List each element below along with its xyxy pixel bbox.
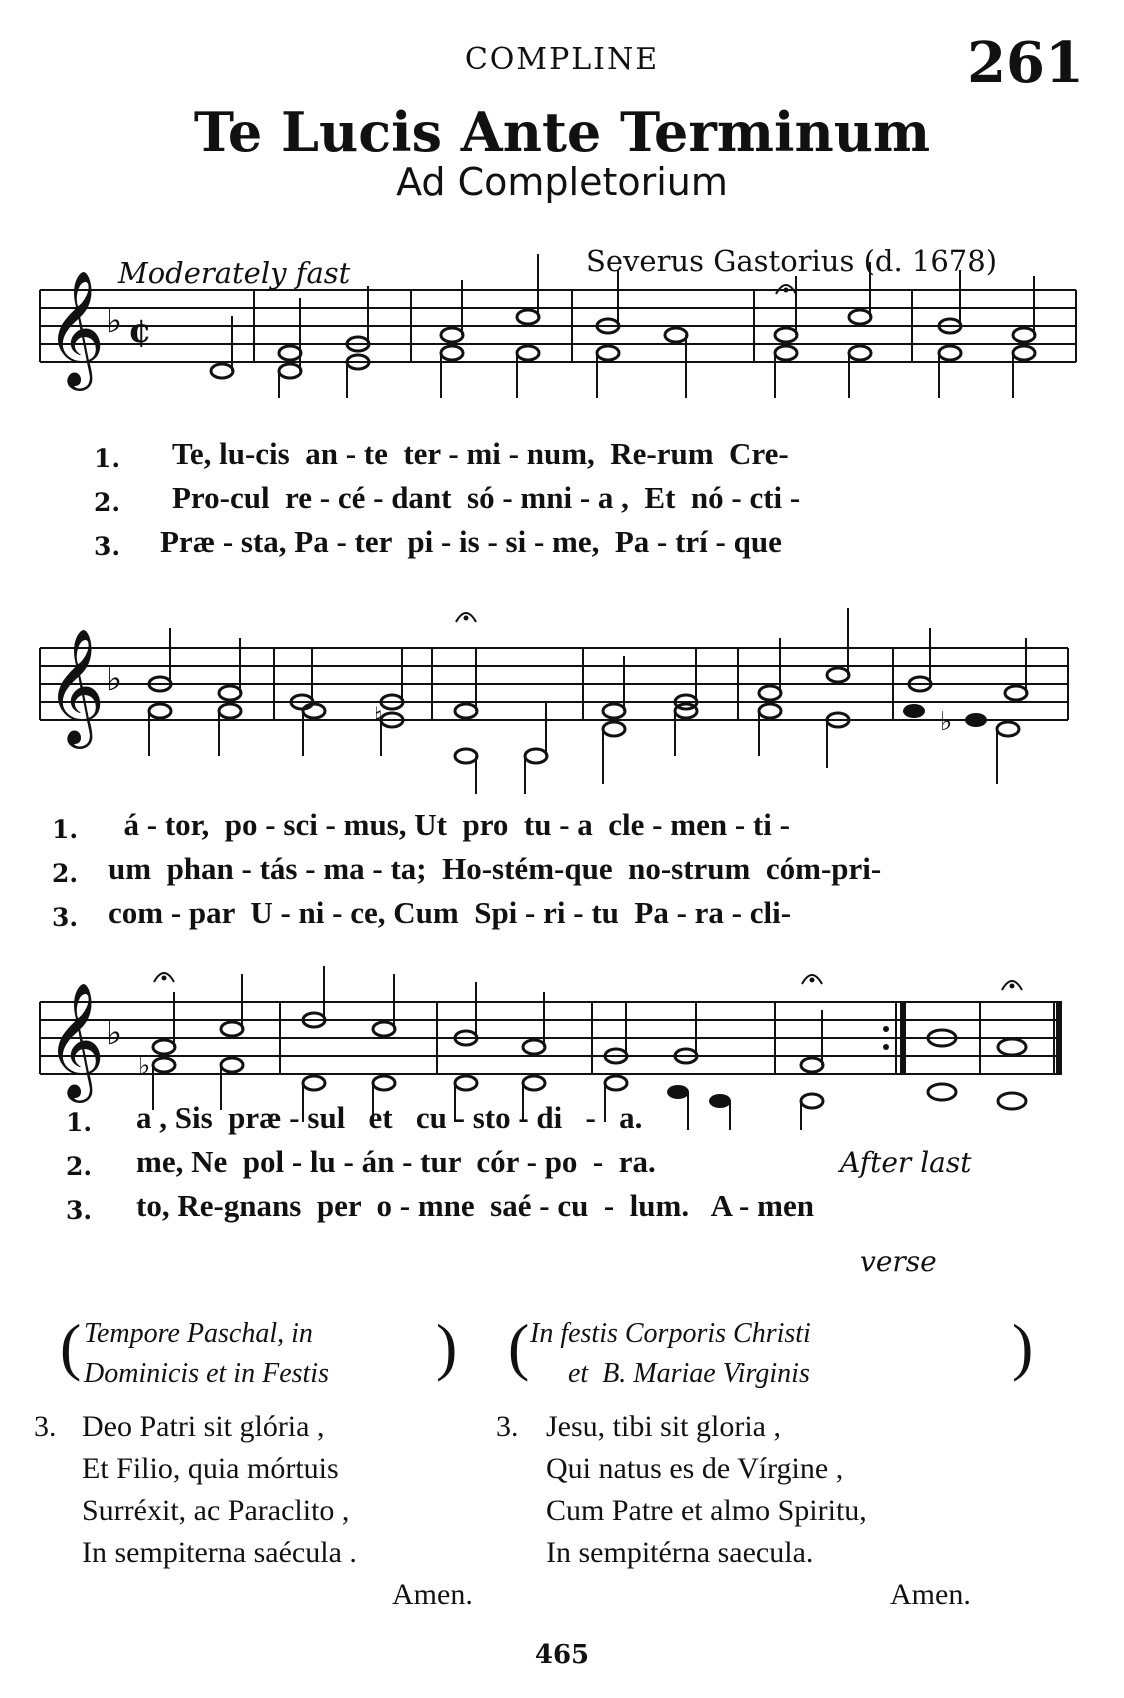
- verse-number: 1.: [66, 1108, 93, 1137]
- footer-page-number: 465: [534, 1640, 590, 1670]
- verse-number: 1.: [94, 444, 121, 473]
- alternate-verse-line: Et Filio, quia mórtuis: [82, 1452, 339, 1485]
- hymn-title: Te Lucis Ante Terminum: [193, 100, 931, 164]
- svg-text:♮: ♮: [374, 702, 383, 730]
- close-parenthesis: ): [436, 1311, 458, 1382]
- alternate-verse-number: 3.: [34, 1410, 57, 1443]
- page-number: 261: [967, 30, 1084, 96]
- lyric-line: á - tor, po - sci - mus, Ut pro tu - a cle - men - ti -: [108, 807, 790, 842]
- music-staff-system-1: [0, 250, 1124, 400]
- verse-number: 2.: [94, 488, 121, 517]
- verse-number: 3.: [66, 1196, 93, 1225]
- svg-text:¢: ¢: [128, 311, 152, 351]
- music-staff-system-2: [0, 608, 1124, 798]
- alternate-verse-line: Qui natus es de Vírgine ,: [546, 1452, 844, 1485]
- rubric-line: In festis Corporis Christi: [530, 1318, 811, 1349]
- svg-text:𝄞: 𝄞: [46, 981, 106, 1098]
- alternate-verse-line: Jesu, tibi sit gloria ,: [546, 1410, 781, 1443]
- lyric-line: to, Re-gnans per o - mne saé - cu - lum. A - men: [136, 1188, 814, 1223]
- svg-text:♭: ♭: [138, 1051, 151, 1081]
- open-parenthesis: (: [60, 1311, 82, 1382]
- lyric-line: Te, lu-cis an - te ter - mi - num, Re-rum Cre-: [172, 436, 789, 471]
- lyric-line: me, Ne pol - lu - án - tur cór - po - ra.: [136, 1144, 656, 1179]
- verse-number: 2.: [66, 1152, 93, 1181]
- svg-text:𝄞: 𝄞: [46, 627, 106, 744]
- verse-number: 3.: [52, 903, 79, 932]
- lyric-line: a , Sis præ - sul et cu - sto - di - a.: [136, 1100, 643, 1135]
- hymn-subtitle: Ad Completorium: [396, 160, 728, 204]
- amen-text: Amen.: [890, 1578, 971, 1611]
- lyric-line: Præ - sta, Pa - ter pi - is - si - me, Pa - trí - que: [160, 524, 782, 559]
- verse-number: 2.: [52, 859, 79, 888]
- close-parenthesis: ): [1012, 1311, 1034, 1382]
- amen-text: Amen.: [392, 1578, 473, 1611]
- rubric-line: Dominicis et in Festis: [84, 1358, 329, 1389]
- svg-text:♭: ♭: [106, 301, 123, 341]
- lyric-line: Pro-cul re - cé - dant só - mni - a , Et nó - cti -: [172, 480, 801, 515]
- alternate-verse-line: In sempitérna saecula.: [546, 1536, 814, 1569]
- verse-number: 1.: [52, 815, 79, 844]
- alternate-verse-line: Deo Patri sit glória ,: [82, 1410, 325, 1443]
- lyric-line: com - par U - ni - ce, Cum Spi - ri - tu Pa - ra - cli-: [108, 895, 792, 930]
- tempo-marking: Moderately fast: [118, 256, 351, 290]
- rubric-line: et B. Mariae Virginis: [568, 1358, 810, 1389]
- lyric-line: um phan - tás - ma - ta; Ho-stém-que no-strum cóm-pri-: [108, 851, 882, 886]
- section-heading: COMPLINE: [464, 42, 660, 77]
- after-last-verse-note: [840, 1080, 971, 1311]
- open-parenthesis: (: [508, 1311, 530, 1382]
- rubric-line: Tempore Paschal, in: [84, 1318, 313, 1349]
- alternate-verse-line: In sempiterna saécula .: [82, 1536, 357, 1569]
- after-last-line: verse: [860, 1245, 937, 1278]
- alternate-verse-line: Cum Patre et almo Spiritu,: [546, 1494, 867, 1527]
- after-last-line: After last: [840, 1146, 972, 1179]
- alternate-verse-number: 3.: [496, 1410, 519, 1443]
- svg-text:♭: ♭: [106, 1013, 123, 1053]
- alternate-verse-line: Surréxit, ac Paraclito ,: [82, 1494, 350, 1527]
- verse-number: 3.: [94, 532, 121, 561]
- svg-text:♭: ♭: [940, 707, 953, 737]
- svg-text:𝄞: 𝄞: [46, 269, 106, 386]
- composer-credit: Severus Gastorius (d. 1678): [586, 244, 998, 278]
- svg-text:♭: ♭: [106, 659, 123, 699]
